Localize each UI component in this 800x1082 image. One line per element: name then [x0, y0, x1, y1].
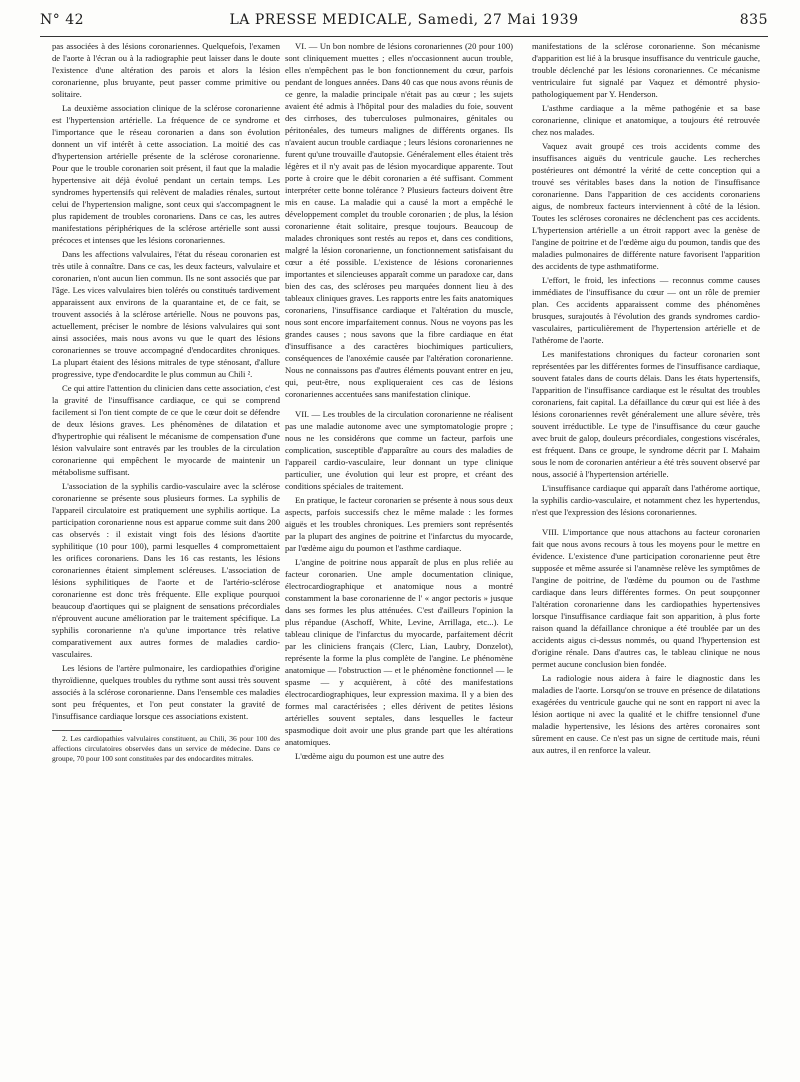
paragraph: Les lésions de l'artère pulmonaire, les cardiopathies d'origine thyroïdienne, quelques troubles du rythme sont aussi très souvent associés à la sclérose coronarienne. Dans l'ensemble ces maladies sont peu fréquentes, et l'on peut constater la gravité de l'insuffisance cardiaque lorsque ces associations existent. — [52, 663, 280, 721]
paragraph: Ce qui attire l'attention du clinicien dans cette association, c'est la gravité de l'insuffisance cardiaque, ce qui se comprend facilement si l'on tient compte de ce que le cœur doit se défendre de deux lésions graves. Les phénomènes de dilatation et d'hypertrophie qui réalisent le mécanisme de compensation d'une lésion valvulaire sont entravés par les troubles de la circulation coronarienne qui empêchent le myocarde de maintenir un métabolisme suffisant. — [52, 383, 280, 477]
column-middle — [285, 40, 513, 1050]
column-right — [532, 40, 760, 1050]
paragraph: L'asthme cardiaque a la même pathogénie et sa base coronarienne, clinique et anatomique, a toujours été retrouvée chez nos malades. — [532, 103, 760, 137]
paragraph: L'œdème aigu du poumon est une autre des — [295, 751, 444, 761]
paragraph: manifestations de la sclérose coronarienne. Son mécanisme d'apparition est lié à la brusque insuffisance du ventricule gauche, trouble déclenché par les lésions coronariennes. Ce mécanisme ventriculaire fut signalé par Vaquez et démontré physio-pathologiquement par Y. Henderson. — [532, 41, 760, 99]
paragraph: La deuxième association clinique de la sclérose coronarienne est l'hypertension artérielle. La fréquence de ce syndrome et l'importance que le réseau coronarien a dans son évolution donnent un vif intérêt à cette association. La moitié des cas d'hypertension artérielle présente de la sclérose coronarienne. Pour que le trouble coronarien soit présent, il faut que la maladie hypertensive ait déjà évolué pendant un certain temps. Les syndromes hypertensifs qui relèvent de maladies rénales, surtout celui de l'hypertension maligne, sont ceux qui s'accompagnent le plus rapidement de troubles coronariens. Dans ce cas, les autres manifestations périphériques de la sclérose artérielle sont aussi précoces et intenses que les lésions coronariennes. — [52, 103, 280, 245]
paragraph: Les manifestations chroniques du facteur coronarien sont représentées par les différentes formes de l'insuffisance cardiaque, souvent fatales dans de courts délais. Dans les états hypertensifs, l'apparition de l'insuffisance cardiaque est le résultat des troubles coronariens, fait capital. La défaillance du cœur qui est liée à des lésions coronariennes revêt généralement une allure sévère, très souvent irréductible. Le type de l'insuffisance du cœur gauche avec bruit de galop, douleurs précordiales, congestions viscérales, est fréquent. Dans ce groupe, le syndrome décrit par I. Mahaim sous le nom de coronarien antérieur a été très souvent observé par nous, associé à l'hypertension artérielle. — [532, 349, 760, 479]
column-left — [52, 40, 280, 1050]
paragraph: L'association de la syphilis cardio-vasculaire avec la sclérose coronarienne se présente sous plusieurs formes. La syphilis de l'appareil circulatoire est pratiquement une syphilis aortique. La participation coronarienne nous est apparue comme suit dans 200 cas observés : il existait vingt fois des lésions d'aortite syphilitique (10 pour 100), parmi lesquelles 4 compromettaient les orifices coronariens. Dans les 16 cas restants, les lésions coronariennes étaient simplement scléreuses. L'association de lésions syphilitiques de l'aorte et de l'artério-sclérose coronarienne est donc très fréquente. Elle explique pourquoi beaucoup d'aortiques qui se plaignent de sensations précordiales n'éprouvent aucune amélioration par le traitement spécifique. La syphilis coronarienne n'a qu'une importance très relative comparativement aux autres formes de maladies cardio-vasculaires. — [52, 481, 280, 659]
page-number: 835 — [739, 12, 768, 28]
issue-number: N° 42 — [40, 12, 85, 28]
section-vi: VI. — Un bon nombre de lésions coronariennes (20 pour 100) sont cliniquement muettes ; elles n'occasionnent aucun trouble, elles n'empêchent pas le bon fonctionnement du cœur, parfois pendant de longues années. Dans 40 cas que nous avons réunis de ce genre, la maladie principale n'était pas au cœur ; les sujets avaient été admis à l'hôpital pour des maladies du foie, souvent des cirrhoses, des tuberculoses pulmonaires, génitales ou péritonéales, des tumeurs malignes de différents organes. Ils n'avaient aucun trouble cardiaque ; leurs lésions coronariennes ne furent qu'une trouvaille d'autopsie. Généralement elles étaient très légères et il n'y avait pas de lésion myocardique apparente. Tout porte à croire que le débit coronarien a été suffisant. Comment interpréter cette bonne tolérance ? Plusieurs facteurs doivent être mis en cause. La maladie qui a causé la mort a empêché le développement complet du trouble coronarien ; de plus, la lésion coronarienne était solitaire, presque toujours. Beaucoup de malades chroniques sont restés au repos et, dans ces conditions, malgré la lésion coronarienne, un fonctionnement satisfaisant du cœur a été possible. L'existence de lésions coronariennes importantes et silencieuses apparaît comme un paradoxe car, dans bien des cas, des scléroses peu marquées donnent lieu à des tableaux cliniques graves. Les rapports entre les faits anatomiques coronariens, l'insuffisance cardiaque et l'altération du muscle, nous sont encore imparfaitement connus. Nous ne voyons pas les grandes causes ; nous savons que la fibre cardiaque en état d'insuffisance a des caractères biochimiques particuliers, conséquences de l'anoxémie causée par l'altération coronarienne. Nous ne connaissons pas d'autres éléments pouvant entrer en jeu, qui, peut-être, nous expliqueraient ces cas de lésions coronariennes accentuées sans manifestation clinique. — [285, 41, 513, 399]
paragraph: En pratique, le facteur coronarien se présente à nous sous deux aspects, parfois successifs chez le même malade : les formes aiguës et les troubles chroniques. Les premiers sont représentés par la plupart des angines de poitrine et l'infarctus du myocarde, par l'œdème aigu du poumon et l'asthme cardiaque. — [285, 495, 513, 553]
paragraph: Vaquez avait groupé ces trois accidents comme des insuffisances aiguës du ventricule gauche. Les recherches postérieures ont démontré la vérité de cette conception qui a trouvé ses véritables bases dans la notion de l'insuffisance coronarienne. Dans l'apparition de ces accidents coronariens aigus, de nombreux facteurs interviennent à côté de la lésion. Toutes les scléroses coronaires ne déclenchent pas ces accidents. L'hypertension artérielle a un étroit rapport avec la genèse de l'angine de poitrine et de l'œdème aigu du poumon, tandis que des maladies pulmonaires de différente nature favorisent l'apparition des accidents de type asthmatiforme. — [532, 141, 760, 271]
running-header — [40, 12, 768, 38]
paragraph: L'insuffisance cardiaque qui apparaît dans l'athérome aortique, la syphilis cardio-vasculaire, et notamment chez les hypertendus, n'est que l'expression des lésions coronariennes. — [532, 483, 760, 517]
paragraph: pas associées à des lésions coronariennes. Quelquefois, l'examen de l'aorte à l'écran ou à la radiographie peut laisser dans le doute l'existence d'une altération des parois et alors la lésion coronarienne, plus bruyante, peut passer comme primitive ou solitaire. — [52, 41, 280, 99]
footnote-rule — [52, 730, 122, 731]
paragraph: La radiologie nous aidera à faire le diagnostic dans les maladies de l'aorte. Lorsqu'on se trouve en présence de dilatations exagérées du ventricule gauche qui ne sont en rapport ni avec la lésion aortique ni avec la qualité et le chiffre tensionnel d'une maladie hypertensive, les lésions des artères coronaires sont sûrement en cause. Ce n'est pas un signe de certitude mais, réuni aux autres, il en renforce la valeur. — [532, 673, 760, 755]
header-rule — [40, 36, 768, 37]
journal-title: LA PRESSE MEDICALE, Samedi, 27 Mai 1939 — [229, 12, 579, 28]
paragraph: L'effort, le froid, les infections — reconnus comme causes immédiates de l'insuffisance du cœur — ont un rôle de premier plan. Ces accidents apparaissent comme des phénomènes brusques, surajoutés à l'évolution des grands syndromes cardio-vasculaires, particulièrement de l'hypertension artérielle et de l'athérome de l'aorte. — [532, 275, 760, 345]
footnote: 2. Les cardiopathies valvulaires constituent, au Chili, 36 pour 100 des affections circulatoires observées dans un service de médecine. Dans ce groupe, 70 pour 100 sont constituées par des endocardites mitrales. — [52, 734, 280, 763]
paragraph: Dans les affections valvulaires, l'état du réseau coronarien est très utile à connaître. Dans ce cas, les deux facteurs, valvulaire et coronarien, n'ont aucun lien commun. Ils ne sont associés que par l'âge. Les vices valvulaires bien tolérés ou constitués tardivement apparaissent aux environs de la quarantaine et, de ce fait, se trouvent associés à la sclérose artérielle. Nous ne pouvons pas, actuellement, préciser le nombre de lésions valvulaires qui sont ainsi associées, mais nous avons vu que le quart des lésions coronariennes se trouve accompagné d'endocardites chroniques. La plupart étaient des lésions mitrales de type sténosant, d'allure progressive, type d'endocardite le plus commun au Chili ². — [52, 249, 280, 379]
paragraph: L'angine de poitrine nous apparaît de plus en plus reliée au facteur coronarien. Une ample documentation clinique, électrocardiographique et anatomique nous a montré constamment la base coronarienne de l' « angor pectoris » jusque dans ses formes les plus atténuées. C'est d'ailleurs l'opinion la plus répandue (Aschoff, White, Levine, Arrillaga, etc...). Le tableau clinique de l'infarctus du myocarde, parfaitement décrit par les cliniciens français (Clerc, Lian, Laubry, Donzelot), représente la forme la plus complète de l'angine. Le phénomène anatomique — l'obstruction — et le phénomène fonctionnel — le spasme — y acquièrent, à côté des manifestations électrocardiographiques, leur expression maxima. Il y a bien des formes mal caractérisées ; elles dérivent de petites lésions artérielles souvent septales, dans lesquelles le facteur spasmodique doit avoir une plus grande part que les altérations anatomiques. — [285, 557, 513, 747]
section-vii: VII. — Les troubles de la circulation coronarienne ne réalisent pas une maladie autonome avec une symptomatologie propre ; nous ne les considérons que comme un facteur, parfois une complication, susceptible d'apparaître au cours des maladies de l'appareil cardio-vasculaire, leur donnant un type clinique particulier, une évolution qui leur est propre, et créant des conditions spéciales de traitement. — [285, 409, 513, 491]
section-viii: VIII. L'importance que nous attachons au facteur coronarien fait que nous avons recours à tous les moyens pour le mettre en évidence. L'existence d'une participation coronarienne peut être supposée et même assurée si l'anamnèse relève les symptômes de l'angine de poitrine, de l'œdème du poumon ou de l'asthme cardiaque dans leurs différentes formes. On peut soupçonner l'altération coronarienne dans les cardiopathies hypertensives lorsque l'insuffisance cardiaque fait son apparition, à plus forte raison quand la défaillance chronique a été troublée par un des accidents aigus ci-dessus nommés, ou quand l'hypertension est d'origine rénale. Dans d'autres cas, le tableau clinique ne nous permet aucune conclusion bien fondée. — [532, 527, 760, 669]
